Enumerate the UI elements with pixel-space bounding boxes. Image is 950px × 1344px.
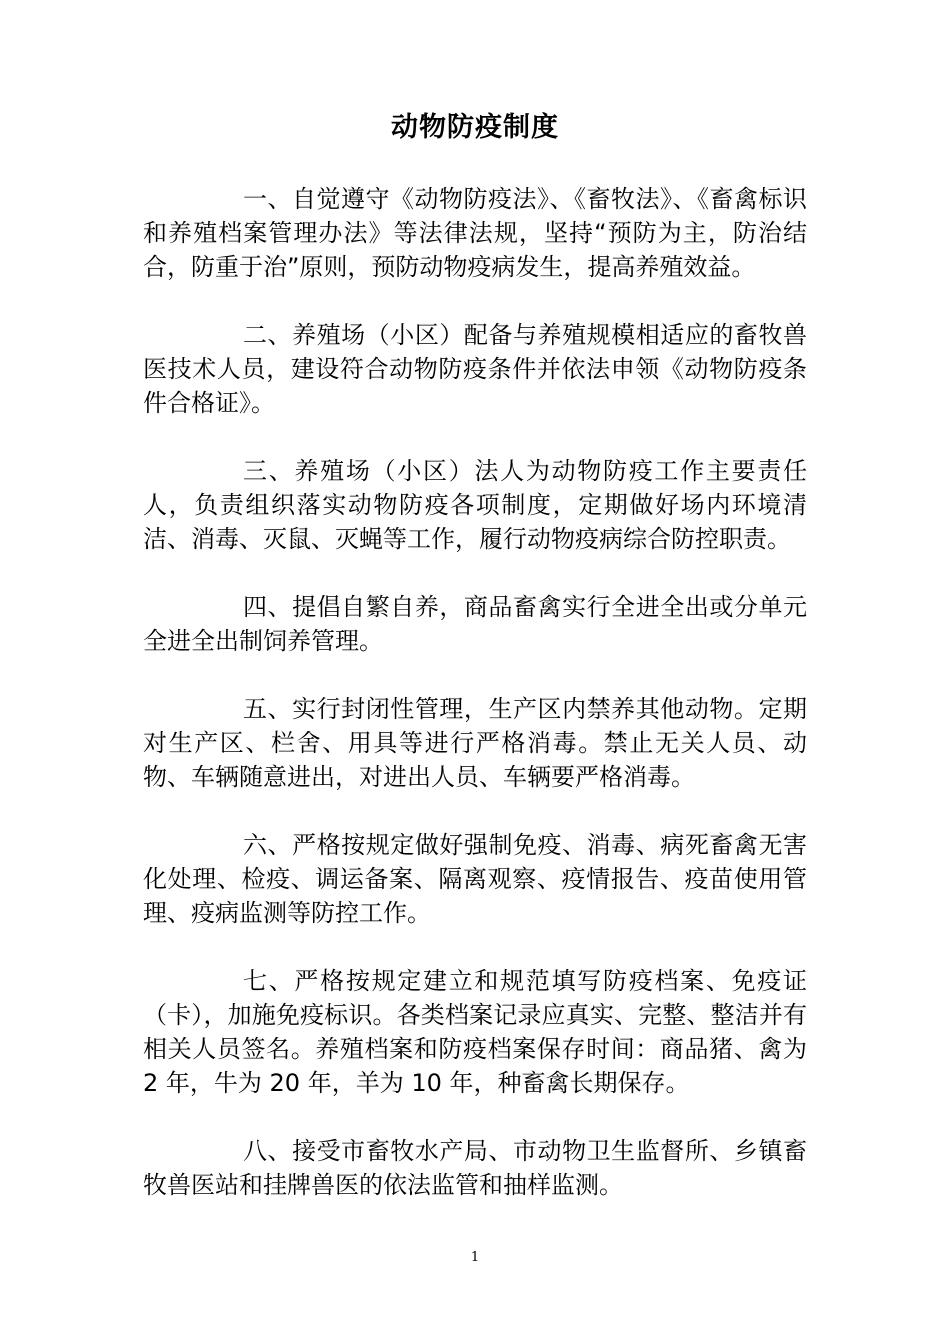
page-number: 1	[470, 1250, 480, 1265]
document-title: 动物防疫制度	[391, 112, 559, 143]
paragraph-4: 四、提倡自繁自养，商品畜禽实行全进全出或分单元全进全出制饲养管理。	[143, 593, 807, 655]
paragraph-8: 八、接受市畜牧水产局、市动物卫生监督所、乡镇畜牧兽医站和挂牌兽医的依法监管和抽样监测。	[143, 1137, 807, 1199]
document-body	[143, 182, 807, 1236]
paragraph-1: 一、自觉遵守《动物防疫法》、《畜牧法》、《畜禽标识和养殖档案管理办法》等法律法规，坚持“预防为主，防治结合，防重于治”原则，预防动物疫病发生，提高养殖效益。	[143, 185, 807, 281]
paragraph-6: 六、严格按规定做好强制免疫、消毒、病死畜禽无害化处理、检疫、调运备案、隔离观察、疫情报告、疫苗使用管理、疫病监测等防控工作。	[143, 831, 807, 927]
paragraph-5: 五、实行封闭性管理，生产区内禁养其他动物。定期对生产区、栏舍、用具等进行严格消毒。禁止无关人员、动物、车辆随意进出，对进出人员、车辆要严格消毒。	[143, 695, 807, 791]
paragraph-3: 三、养殖场（小区）法人为动物防疫工作主要责任人，负责组织落实动物防疫各项制度，定期做好场内环境清洁、消毒、灭鼠、灭蝇等工作，履行动物疫病综合防控职责。	[143, 457, 807, 553]
paragraph-2: 二、养殖场（小区）配备与养殖规模相适应的畜牧兽医技术人员，建设符合动物防疫条件并依法申领《动物防疫条件合格证》。	[143, 321, 807, 417]
paragraph-7: 七、严格按规定建立和规范填写防疫档案、免疫证（卡），加施免疫标识。各类档案记录应真实、完整、整洁并有相关人员签名。养殖档案和防疫档案保存时间：商品猪、禽为 2 年，牛为 20 年，羊为 10 年，种畜禽长期保存。	[143, 967, 807, 1097]
